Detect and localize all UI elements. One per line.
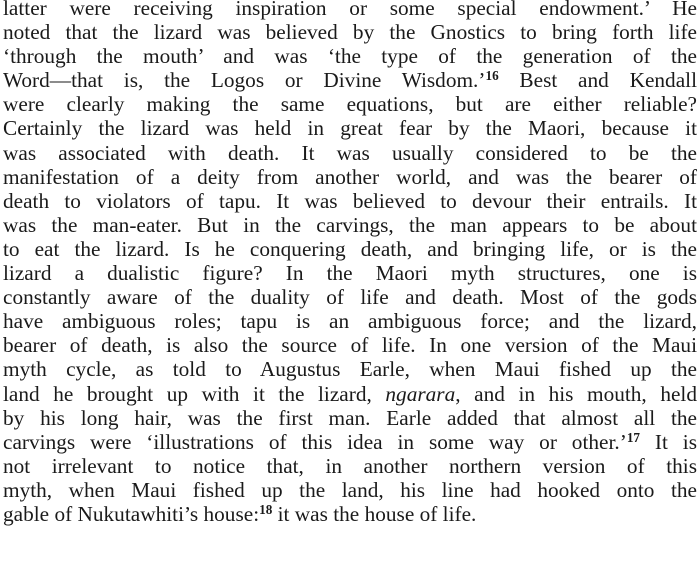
text-line: was associated with death. It was usually considered to be the [3, 140, 697, 165]
text-segment: , and in his mouth, held [455, 381, 697, 406]
text-segment: land he brought up with it the lizard, [3, 381, 372, 406]
footnote-ref-17: 17 [626, 429, 640, 445]
italic-term: ngarara [385, 381, 456, 406]
footnote-ref-18: 18 [259, 501, 273, 517]
text-line [3, 430, 697, 454]
footnote-ref-16: 16 [485, 68, 499, 84]
text-line: latter were receiving inspiration or some special endowment.’ He [3, 0, 697, 20]
text-line: constantly aware of the duality of life and death. Most of the gods [3, 285, 697, 310]
text-segment: Word—that is, the Logos or Divine Wisdom.’ [3, 68, 486, 93]
text-line [3, 382, 697, 406]
text-line: Certainly the lizard was held in great fear by the Maori, because it [3, 116, 697, 141]
text-line: bearer of death, is also the source of life. In one version of the Maui [3, 333, 697, 358]
text-segment: it was the house of life. [272, 501, 477, 526]
text-segment: It is [640, 429, 697, 454]
text-line: to eat the lizard. Is he conquering death, and bringing life, or is the [3, 236, 697, 261]
text-line: by his long hair, was the first man. Earle added that almost all the [3, 405, 697, 430]
text-line: death to violators of tapu. It was believed to devour their entrails. It [3, 188, 697, 213]
text-segment: gable of Nukutawhiti’s house: [3, 501, 260, 526]
text-line: manifestation of a deity from another world, and was the bearer of [3, 164, 697, 189]
text-line: noted that the lizard was believed by the Gnostics to bring forth life [3, 20, 697, 45]
text-line: lizard a dualistic figure? In the Maori myth structures, one is [3, 261, 697, 286]
text-line: have ambiguous roles; tapu is an ambiguous force; and the lizard, [3, 309, 697, 334]
text-line: was the man-eater. But in the carvings, the man appears to be about [3, 212, 697, 237]
text-line [3, 502, 697, 526]
text-line: ‘through the mouth’ and was ‘the type of the generation of the [3, 44, 697, 69]
text-line: myth, when Maui fished up the land, his line had hooked onto the [3, 477, 697, 502]
text-line: myth cycle, as told to Augustus Earle, when Maui fished up the [3, 357, 697, 382]
text-segment: Best and Kendall [498, 68, 697, 93]
text-line: not irrelevant to notice that, in another northern version of this [3, 453, 697, 478]
text-segment: carvings were ‘illustrations of this idea in some way or other.’ [3, 429, 627, 454]
text-line [3, 68, 697, 92]
text-line: were clearly making the same equations, but are either reliable? [3, 92, 697, 117]
